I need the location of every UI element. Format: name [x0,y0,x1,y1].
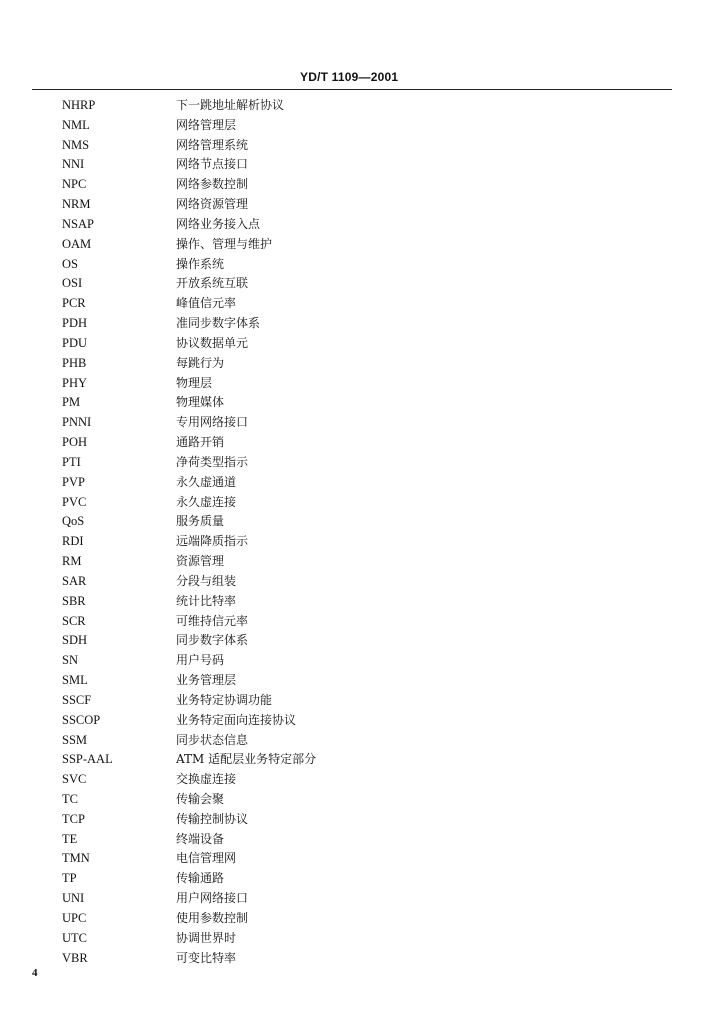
abbreviation-term: NNI [62,157,85,172]
abbreviation-term: SSP-AAL [62,752,113,767]
list-item [0,731,701,751]
abbreviation-meaning: 每跳行为 [176,355,225,370]
list-item [0,770,701,790]
abbreviation-term: SN [62,653,78,668]
abbreviation-meaning: 永久虚通道 [176,474,237,489]
abbreviation-meaning: 物理层 [176,375,213,390]
abbreviation-term: VBR [62,950,88,965]
abbreviation-meaning: 终端设备 [176,831,225,846]
abbreviation-meaning: 网络管理系统 [176,137,249,152]
abbreviation-term: RDI [62,534,84,549]
abbreviation-meaning: 网络业务接入点 [176,216,261,231]
abbreviation-meaning: 使用参数控制 [176,910,249,925]
abbreviation-meaning: 可维持信元率 [176,613,249,628]
abbreviation-term: PDU [62,335,88,350]
abbreviation-meaning: 交换虚连接 [176,772,237,787]
list-item [0,195,701,215]
list-item [0,215,701,235]
abbreviation-term: TP [62,871,77,886]
abbreviation-meaning: 网络资源管理 [176,197,249,212]
abbreviation-term: SML [62,673,88,688]
abbreviation-meaning: 传输会聚 [176,791,225,806]
list-item [0,750,701,770]
abbreviation-meaning: 用户网络接口 [176,891,249,906]
abbreviation-term: RM [62,554,82,569]
abbreviation-term: SDH [62,633,88,648]
list-item [0,413,701,433]
abbreviation-term: PNNI [62,415,92,430]
abbreviation-meaning: 网络节点接口 [176,157,249,172]
abbreviation-meaning: 可变比特率 [176,950,237,965]
abbreviation-meaning: 业务管理层 [176,673,237,688]
list-item [0,155,701,175]
abbreviation-meaning: 通路开销 [176,435,225,450]
abbreviation-meaning: 服务质量 [176,514,225,529]
abbreviation-list [0,96,701,968]
list-item [0,512,701,532]
abbreviation-meaning: 远端降质指示 [176,534,249,549]
abbreviation-meaning: 分段与组装 [176,573,237,588]
list-item [0,572,701,592]
abbreviation-meaning: 净荷类型指示 [176,454,249,469]
list-item [0,929,701,949]
abbreviation-term: PCR [62,296,86,311]
abbreviation-meaning: 准同步数字体系 [176,316,261,331]
abbreviation-term: SSCF [62,692,92,707]
abbreviation-term: PVC [62,494,87,509]
list-item [0,612,701,632]
list-item [0,790,701,810]
abbreviation-meaning: 用户号码 [176,653,225,668]
abbreviation-term: NRM [62,197,91,212]
abbreviation-term: SBR [62,593,86,608]
abbreviation-meaning: 业务特定协调功能 [176,692,273,707]
list-item [0,671,701,691]
abbreviation-meaning: 下一跳地址解析协议 [176,98,285,112]
page-number: 4 [32,967,38,979]
abbreviation-term: PHY [62,375,88,390]
header-divider [32,89,672,90]
abbreviation-meaning: 同步状态信息 [176,732,249,747]
abbreviation-term: QoS [62,514,85,529]
list-item [0,314,701,334]
abbreviation-term: TCP [62,811,85,826]
abbreviation-term: POH [62,435,88,450]
list-item [0,889,701,909]
abbreviation-meaning: 操作、管理与维护 [176,236,273,251]
list-item [0,849,701,869]
document-standard-code: YD/T 1109—2001 [300,70,399,84]
abbreviation-term: NMS [62,137,90,152]
list-item [0,374,701,394]
abbreviation-meaning: 传输控制协议 [176,811,249,826]
list-item [0,175,701,195]
abbreviation-meaning: 网络参数控制 [176,177,249,192]
list-item [0,552,701,572]
abbreviation-term: NPC [62,177,87,192]
abbreviation-term: NHRP [62,98,96,112]
list-item [0,711,701,731]
abbreviation-meaning: 专用网络接口 [176,415,249,430]
list-item [0,255,701,275]
list-item [0,691,701,711]
abbreviation-meaning: 协议数据单元 [176,335,249,350]
abbreviation-term: PDH [62,316,88,331]
abbreviation-meaning: 资源管理 [176,554,225,569]
abbreviation-term: OAM [62,236,92,251]
abbreviation-meaning: 统计比特率 [176,593,237,608]
abbreviation-term: SAR [62,573,87,588]
abbreviation-meaning: ATM 适配层业务特定部分 [176,752,317,767]
abbreviation-meaning: 操作系统 [176,256,225,271]
abbreviation-term: PHB [62,355,87,370]
list-item [0,631,701,651]
abbreviation-meaning: 网络管理层 [176,117,237,132]
list-item [0,235,701,255]
abbreviation-meaning: 电信管理网 [176,851,237,866]
list-item [0,592,701,612]
list-item [0,136,701,156]
abbreviation-meaning: 永久虚连接 [176,494,237,509]
abbreviation-term: UTC [62,930,87,945]
list-item [0,909,701,929]
abbreviation-term: PTI [62,454,81,469]
list-item [0,274,701,294]
abbreviation-term: UPC [62,910,87,925]
list-item [0,453,701,473]
list-item [0,651,701,671]
abbreviation-term: TMN [62,851,90,866]
abbreviation-term: OS [62,256,78,271]
abbreviation-term: NSAP [62,216,94,231]
list-item [0,433,701,453]
abbreviation-term: TE [62,831,78,846]
abbreviation-term: TC [62,791,78,806]
abbreviation-term: SVC [62,772,87,787]
list-item [0,830,701,850]
list-item [0,473,701,493]
list-item [0,116,701,136]
abbreviation-meaning: 协调世界时 [176,930,237,945]
abbreviation-meaning: 物理媒体 [176,395,225,410]
abbreviation-term: PVP [62,474,85,489]
abbreviation-term: NML [62,117,90,132]
list-item [0,294,701,314]
list-item [0,393,701,413]
abbreviation-term: SSM [62,732,88,747]
abbreviation-term: SSCOP [62,712,101,727]
list-item [0,334,701,354]
abbreviation-term: OSI [62,276,83,291]
abbreviation-meaning: 峰值信元率 [176,296,237,311]
list-item [0,810,701,830]
list-item [0,949,701,969]
abbreviation-term: PM [62,395,81,410]
list-item [0,354,701,374]
abbreviation-meaning: 传输通路 [176,871,225,886]
list-item [0,532,701,552]
list-item [0,493,701,513]
list-item [0,96,701,116]
abbreviation-meaning: 同步数字体系 [176,633,249,648]
abbreviation-meaning: 业务特定面向连接协议 [176,712,297,727]
abbreviation-term: UNI [62,891,85,906]
abbreviation-term: SCR [62,613,86,628]
list-item [0,869,701,889]
abbreviation-meaning: 开放系统互联 [176,276,249,291]
